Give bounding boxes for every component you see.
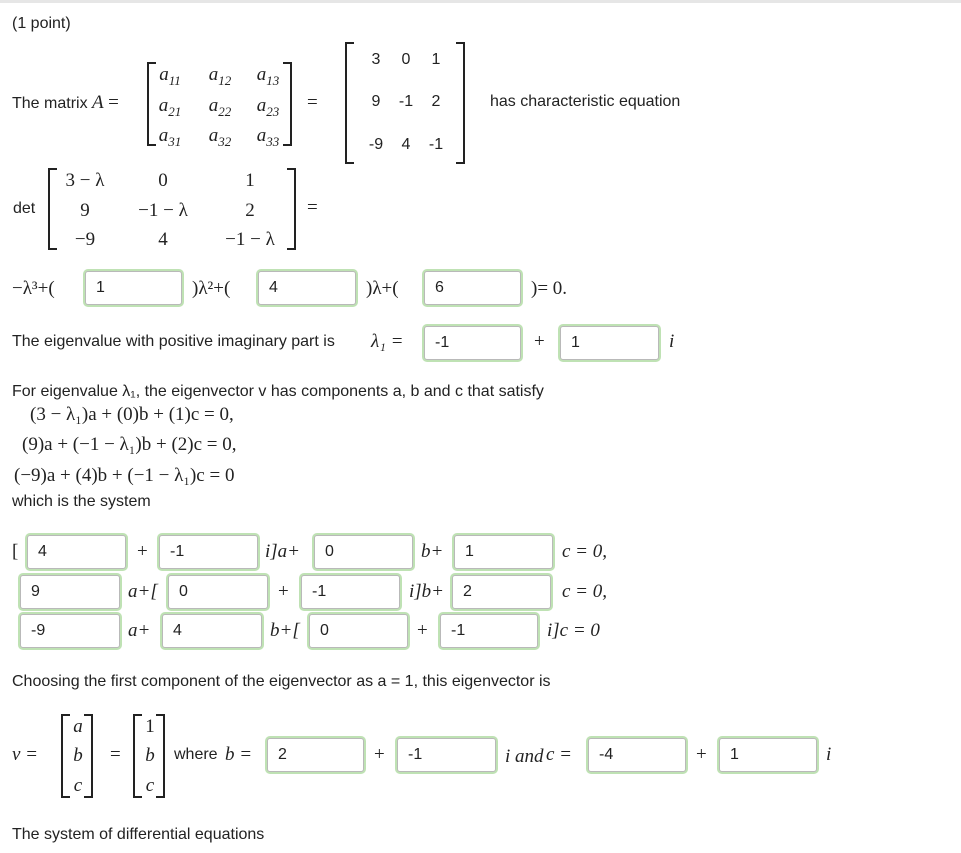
r1-c-input[interactable] xyxy=(454,535,553,569)
choose-text: Choosing the first component of the eigenvector as a = 1, this eigenvector is xyxy=(12,673,551,690)
footer-text: The system of differential equations xyxy=(12,826,265,843)
matrix-symbol-A: A xyxy=(92,92,104,113)
lambda1-eq: λ₁ = xyxy=(371,331,404,352)
r2-a-plus: a+[ xyxy=(128,581,158,602)
plus-r2b: + xyxy=(278,581,289,602)
b-real-input[interactable] xyxy=(267,738,364,772)
vec2-entry-2: c xyxy=(145,775,155,796)
r2-i-b: i]b+ xyxy=(409,581,444,602)
r3-b-input[interactable] xyxy=(162,614,262,648)
vec-equals: = xyxy=(110,744,121,765)
char-term-1: −λ³+( xyxy=(12,278,55,299)
vec1-entry-1: b xyxy=(73,745,83,766)
num-entry-7: 4 xyxy=(401,136,411,153)
num-entry-1: 0 xyxy=(401,51,411,68)
coef-lambda-input[interactable] xyxy=(258,271,356,305)
det-equals: = xyxy=(307,197,318,218)
eigenvalue-imag-input[interactable] xyxy=(560,326,659,360)
num-entry-5: 2 xyxy=(431,93,441,110)
char-term-2: )λ²+( xyxy=(192,278,231,299)
imag-unit-c: i xyxy=(826,744,832,765)
plus-r3c: + xyxy=(417,620,428,641)
sym-entry-0: $a_{11}$ xyxy=(159,64,181,88)
equation-1: (3 − λ₁)a + (0)b + (1)c = 0, xyxy=(30,404,234,425)
char-eq-suffix: has characteristic equation xyxy=(490,93,681,110)
plus-c: + xyxy=(696,744,707,765)
r3-c-real-input[interactable] xyxy=(309,614,408,648)
coef-lambda2-input[interactable] xyxy=(85,271,182,305)
r1-a-real-input[interactable] xyxy=(27,535,126,569)
b-eq: b = xyxy=(225,744,253,765)
char-term-4: )= 0. xyxy=(531,278,568,299)
char-term-3: )λ+( xyxy=(366,278,399,299)
det-entry-5: 2 xyxy=(245,200,255,221)
equals-sign-2: = xyxy=(307,92,318,113)
vec2-entry-0: 1 xyxy=(145,716,155,737)
equals-sign: = xyxy=(108,92,119,113)
b-imag-input[interactable] xyxy=(397,738,496,772)
r3-a-plus: a+ xyxy=(128,620,151,641)
c-real-input[interactable] xyxy=(588,738,686,772)
eigenvalue-real-input[interactable] xyxy=(424,326,521,360)
vec2-entry-1: b xyxy=(145,745,155,766)
num-entry-0: 3 xyxy=(371,51,381,68)
det-entry-6: −9 xyxy=(74,229,96,250)
points-label: (1 point) xyxy=(12,15,71,32)
sym-entry-3: $a_{21}$ xyxy=(158,95,182,119)
sym-entry-7: $a_{32}$ xyxy=(208,125,232,149)
matrix-prefix-text: The matrix xyxy=(12,95,88,112)
det-entry-8: −1 − λ xyxy=(225,229,275,250)
r1-i-a: i]a+ xyxy=(265,541,300,562)
eigvec-intro-text: For eigenvalue λ₁, the eigenvector v has components a, b and c that satisfy xyxy=(12,383,544,400)
open-bracket: [ xyxy=(12,541,19,562)
r1-a-imag-input[interactable] xyxy=(159,535,258,569)
plus-b: + xyxy=(374,744,385,765)
det-entry-4: −1 − λ xyxy=(138,200,188,221)
r1-c-eq: c = 0, xyxy=(562,541,608,562)
eigenvalue-text: The eigenvalue with positive imaginary part is xyxy=(12,333,335,350)
det-entry-1: 0 xyxy=(158,170,168,191)
det-bracket-right xyxy=(287,168,296,250)
sym-entry-5: $a_{23}$ xyxy=(256,95,280,119)
imag-unit: i xyxy=(669,331,675,352)
r2-b-imag-input[interactable] xyxy=(301,575,400,609)
r2-b-real-input[interactable] xyxy=(168,575,268,609)
system-intro: which is the system xyxy=(12,493,151,510)
sym-entry-2: $a_{13}$ xyxy=(256,64,280,88)
det-entry-7: 4 xyxy=(158,229,168,250)
coef-const-input[interactable] xyxy=(424,271,521,305)
matrix-prefix xyxy=(12,92,119,114)
r3-c-imag-input[interactable] xyxy=(440,614,538,648)
num-entry-4: -1 xyxy=(398,93,414,110)
r3-a-input[interactable] xyxy=(20,614,120,648)
det-entry-0: 3 − λ xyxy=(65,170,105,191)
where-label: where xyxy=(174,746,218,763)
r2-a-input[interactable] xyxy=(20,575,120,609)
equation-3: (−9)a + (4)b + (−1 − λ₁)c = 0 xyxy=(14,465,235,486)
r1-b-input[interactable] xyxy=(314,535,413,569)
r3-b-plus: b+[ xyxy=(270,620,300,641)
sym-entry-6: $a_{31}$ xyxy=(158,125,182,149)
r2-c-eq: c = 0, xyxy=(562,581,608,602)
c-imag-input[interactable] xyxy=(719,738,817,772)
sym-entry-1: $a_{12}$ xyxy=(208,64,232,88)
plus-r1a: + xyxy=(137,541,148,562)
r3-i-c: i]c = 0 xyxy=(547,620,600,641)
i-and: i and xyxy=(505,746,544,767)
sym-entry-4: $a_{22}$ xyxy=(208,95,232,119)
vec1-entry-2: c xyxy=(73,775,83,796)
c-eq: c = xyxy=(546,744,573,765)
num-entry-2: 1 xyxy=(431,51,441,68)
r1-b-plus: b+ xyxy=(421,541,444,562)
det-label: det xyxy=(13,200,36,217)
equation-2: (9)a + (−1 − λ₁)b + (2)c = 0, xyxy=(22,434,237,455)
top-border xyxy=(0,0,961,3)
vec1-entry-0: a xyxy=(73,716,83,737)
sym-entry-8: $a_{33}$ xyxy=(256,125,280,149)
plus-sign: + xyxy=(534,331,545,352)
num-entry-3: 9 xyxy=(371,93,381,110)
num-entry-8: -1 xyxy=(428,136,444,153)
r2-c-input[interactable] xyxy=(452,575,551,609)
num-entry-6: -9 xyxy=(368,136,384,153)
v-equals: v = xyxy=(12,744,39,765)
det-entry-3: 9 xyxy=(80,200,90,221)
det-entry-2: 1 xyxy=(245,170,255,191)
